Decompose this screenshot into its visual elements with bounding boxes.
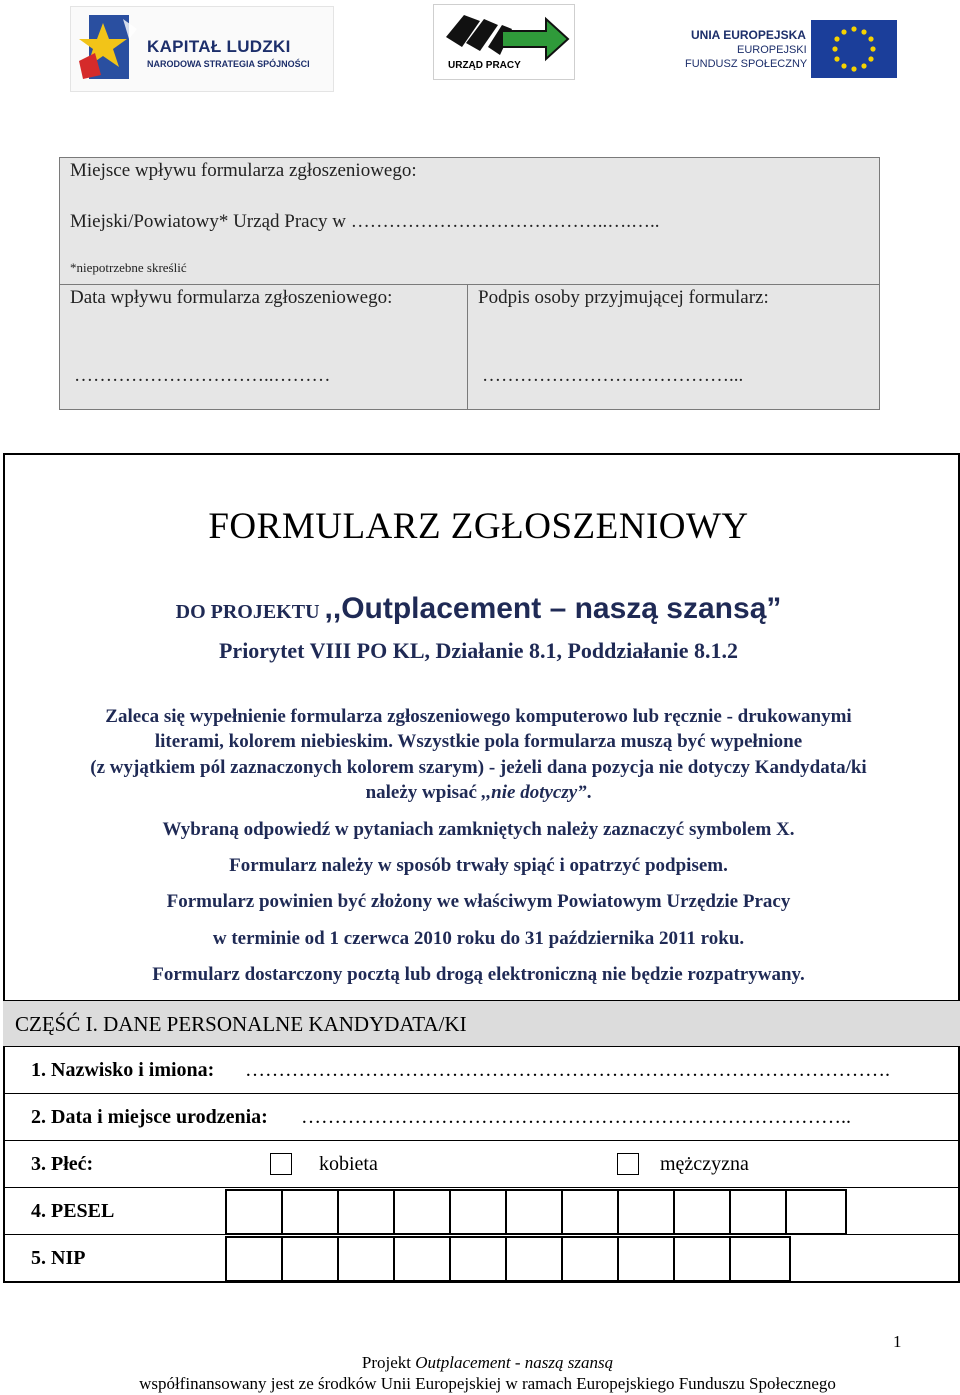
eu-line-2: EUROPEJSKI: [737, 44, 807, 56]
female-checkbox[interactable]: [270, 1153, 292, 1175]
intake-date-field[interactable]: …………………………..………: [74, 365, 331, 386]
nip-digit-box[interactable]: [729, 1236, 791, 1282]
surname-label: 1. Nazwisko i imiona:: [31, 1059, 215, 1081]
eu-logo: [663, 6, 903, 90]
project-prefix: DO PROJEKTU: [175, 601, 325, 623]
surname-field[interactable]: …………………………………………………………………………………….: [245, 1059, 890, 1081]
kapital-ludzki-title: KAPITAŁ LUDZKI: [147, 37, 291, 56]
intake-place-label: Miejsce wpływu formularza zgłoszeniowego:: [70, 160, 417, 181]
pesel-digit-box[interactable]: [617, 1189, 675, 1235]
pesel-digit-box[interactable]: [337, 1189, 395, 1235]
instruction-p1-line2: literami, kolorem niebieskim. Wszystkie pola formularza muszą być wypełnione: [154, 731, 803, 752]
part1-heading-text: CZĘŚĆ I. DANE PERSONALNE KANDYDATA/KI: [15, 1012, 467, 1036]
pesel-digit-box[interactable]: [393, 1189, 451, 1235]
priority-line: Priorytet VIII PO KL, Działanie 8.1, Poddziałanie 8.1.2: [218, 638, 738, 663]
intake-signature-label: Podpis osoby przyjmującej formularz:: [478, 287, 769, 308]
instruction-line5: w terminie od 1 czerwca 2010 roku do 31 października 2011 roku.: [212, 928, 745, 949]
kapital-ludzki-logo: [70, 6, 334, 92]
nip-digit-box[interactable]: [337, 1236, 395, 1282]
pesel-digit-box[interactable]: [561, 1189, 619, 1235]
pesel-digit-box[interactable]: [785, 1189, 847, 1235]
pesel-digit-box[interactable]: [281, 1189, 339, 1235]
instruction-p1-line4-post: .: [586, 782, 592, 803]
pesel-digit-box[interactable]: [449, 1189, 507, 1235]
intake-footnote: *niepotrzebne skreślić: [70, 260, 187, 275]
sex-label: 3. Płeć:: [31, 1153, 94, 1175]
nip-digit-box[interactable]: [561, 1236, 619, 1282]
urzad-pracy-logo: [433, 4, 575, 80]
birth-label: 2. Data i miejsce urodzenia:: [31, 1106, 268, 1128]
instruction-line2: Wybraną odpowiedź w pytaniach zamkniętych należy zaznaczyć symbolem X.: [162, 819, 795, 840]
project-name: ,,Outplacement – naszą szansą”: [324, 592, 782, 625]
birth-row: [3, 1094, 960, 1141]
eu-line-1: UNIA EUROPEJSKA: [691, 28, 806, 42]
instruction-not-applicable: ,,nie dotyczy”: [481, 782, 587, 803]
nip-boxes: [225, 1236, 791, 1282]
footer-project-pre: Projekt: [361, 1353, 416, 1372]
instruction-p1-line4: [0, 782, 957, 804]
urzad-pracy-label: URZĄD PRACY: [448, 60, 521, 71]
nip-digit-box[interactable]: [505, 1236, 563, 1282]
male-option-label: mężczyzna: [660, 1153, 749, 1175]
pesel-digit-box[interactable]: [505, 1189, 563, 1235]
nip-digit-box[interactable]: [617, 1236, 675, 1282]
pesel-digit-box[interactable]: [225, 1189, 283, 1235]
instruction-p1-line1: Zaleca się wypełnienie formularza zgłoszeniowego komputerowo lub ręcznie - drukowanymi: [105, 706, 852, 727]
nip-digit-box[interactable]: [281, 1236, 339, 1282]
intake-signature-field[interactable]: …………………………………...: [482, 365, 744, 386]
intake-office-field[interactable]: Miejski/Powiatowy* Urząd Pracy w …………………………………..….…..: [70, 211, 660, 232]
eu-flag-icon: [811, 20, 897, 78]
intake-box: [59, 157, 880, 410]
nip-digit-box[interactable]: [393, 1236, 451, 1282]
nip-label: 5. NIP: [31, 1247, 86, 1269]
instruction-line4: Formularz powinien być złożony we właściwym Powiatowym Urzędzie Pracy: [166, 891, 791, 912]
footer-project-name: Outplacement - naszą szansą: [415, 1353, 614, 1372]
pesel-digit-box[interactable]: [673, 1189, 731, 1235]
nip-digit-box[interactable]: [449, 1236, 507, 1282]
kapital-ludzki-emblem-icon: [75, 9, 145, 89]
urzad-pracy-emblem-icon: [436, 7, 572, 63]
instruction-p1-line3: (z wyjątkiem pól zaznaczonych kolorem szarym) - jeżeli dana pozycja nie dotyczy Kandydata/ki: [90, 757, 867, 778]
pesel-boxes: [225, 1189, 847, 1235]
surname-row: [3, 1047, 960, 1094]
intake-column-divider: [467, 284, 468, 409]
birth-field[interactable]: ………………………………………………………………………..: [301, 1106, 851, 1128]
pesel-label: 4. PESEL: [31, 1200, 115, 1222]
male-checkbox[interactable]: [617, 1153, 639, 1175]
part1-heading: [3, 1000, 960, 1047]
kapital-ludzki-subtitle: NARODOWA STRATEGIA SPÓJNOŚCI: [147, 59, 310, 69]
intake-divider: [60, 284, 879, 285]
instruction-line3: Formularz należy w sposób trwały spiąć i opatrzyć podpisem.: [229, 855, 728, 876]
project-line: [0, 592, 957, 626]
footer-cofinanced-line: współfinansowany jest ze środków Unii Europejskiej w ramach Europejskiego Funduszu Społecznego: [139, 1374, 836, 1393]
sex-row: [3, 1141, 960, 1188]
instruction-p1-line4-pre: należy wpisać: [365, 782, 482, 803]
eu-line-3: FUNDUSZ SPOŁECZNY: [685, 58, 808, 70]
footer-project-line: [0, 1353, 960, 1373]
female-option-label: kobieta: [319, 1153, 378, 1175]
nip-digit-box[interactable]: [673, 1236, 731, 1282]
form-title: FORMULARZ ZGŁOSZENIOWY: [208, 506, 749, 547]
instruction-line6: Formularz dostarczony pocztą lub drogą elektroniczną nie będzie rozpatrywany.: [152, 964, 805, 985]
intake-date-label: Data wpływu formularza zgłoszeniowego:: [70, 287, 393, 308]
nip-digit-box[interactable]: [225, 1236, 283, 1282]
page-number: 1: [893, 1332, 902, 1351]
pesel-digit-box[interactable]: [729, 1189, 787, 1235]
